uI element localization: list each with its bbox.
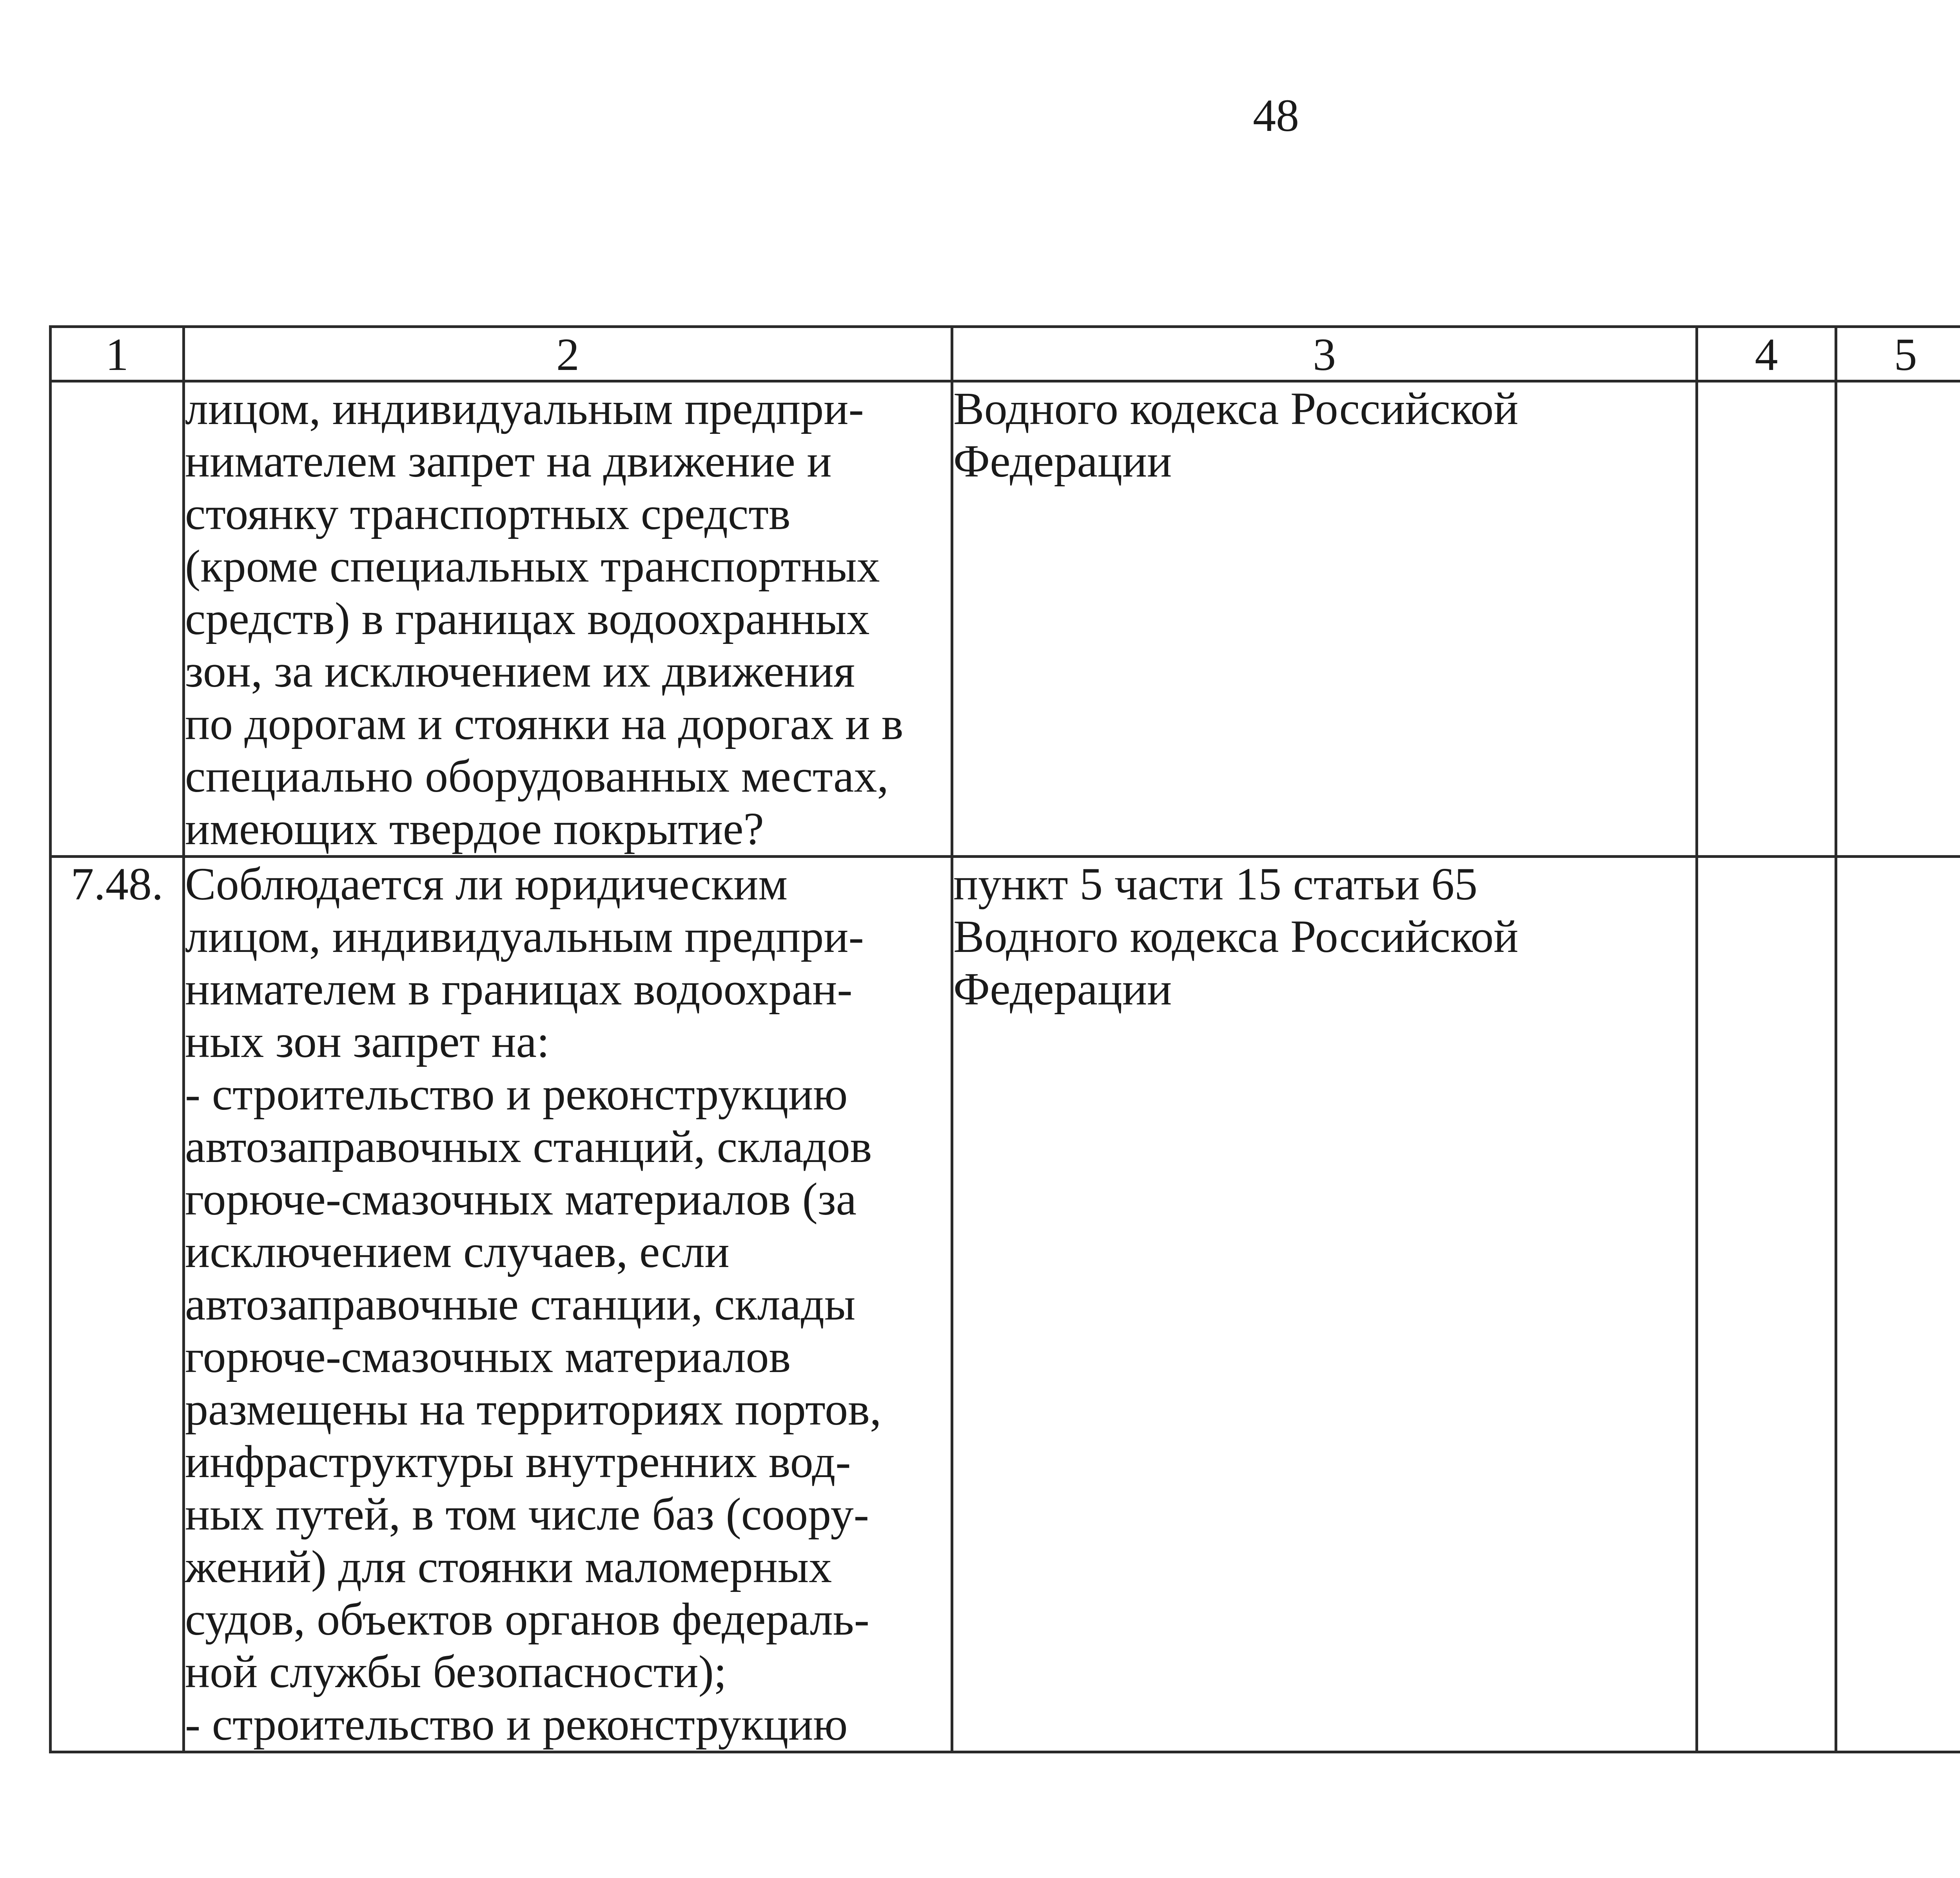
page-number: 48 bbox=[1253, 90, 1299, 141]
checklist-table bbox=[49, 325, 1960, 1753]
question-text: лицом, индивидуальным предпри- нимателем запрет на движение и стоянку транспортных средств (кроме специальных транспортных средств) в границах водоохранных зон, за исключением их движения по дорогам и стоянки на дорогах и в специально оборудованных местах, имеющих твердое покрытие? bbox=[184, 381, 952, 857]
column-header: 2 bbox=[184, 327, 952, 381]
answer-cell-col4 bbox=[1697, 857, 1836, 1752]
answer-cell-col5 bbox=[1836, 381, 1960, 857]
question-text: Соблюдается ли юридическим лицом, индивидуальным предпри- нимателем в границах водоохран- ных зон запрет на: - строительство и реконструкцию автозаправочных станций, складов горюче-смазочных материалов (за исключением случаев, если автозаправочные станции, склады горюче-смазочных материалов размещены на территориях портов, инфраструктуры внутренних вод- ных путей, в том числе баз (соору- жений) для стоянки маломерных судов, объектов органов федераль- ной службы безопасности); - строительство и реконструкцию bbox=[184, 857, 952, 1752]
answer-cell-col5 bbox=[1836, 857, 1960, 1752]
column-header: 1 bbox=[51, 327, 184, 381]
column-header: 5 bbox=[1836, 327, 1960, 381]
answer-cell-col4 bbox=[1697, 381, 1836, 857]
legal-reference: Водного кодекса Российской Федерации bbox=[952, 381, 1697, 857]
row-number: 7.48. bbox=[51, 857, 184, 1752]
row-number bbox=[51, 381, 184, 857]
column-header: 4 bbox=[1697, 327, 1836, 381]
legal-reference: пункт 5 части 15 статьи 65 Водного кодекса Российской Федерации bbox=[952, 857, 1697, 1752]
table-header-row bbox=[51, 327, 1960, 381]
table-row bbox=[51, 857, 1960, 1752]
column-header: 3 bbox=[952, 327, 1697, 381]
table-row bbox=[51, 381, 1960, 857]
